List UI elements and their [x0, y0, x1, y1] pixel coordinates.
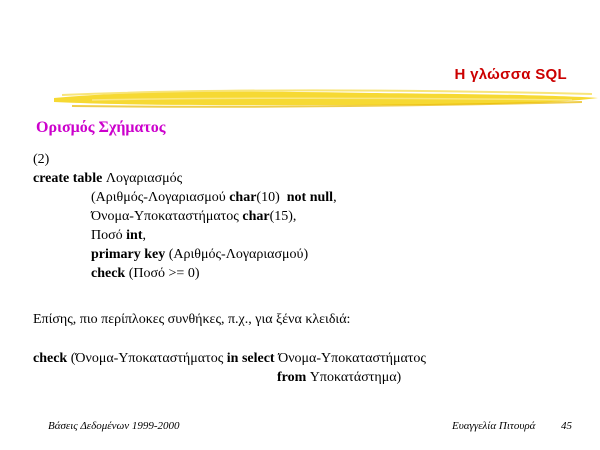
type-keyword: char: [242, 209, 270, 224]
footer-course: Βάσεις Δεδομένων 1999-2000: [48, 420, 180, 432]
primary-key-columns: (Αριθμός-Λογαριασμού): [165, 247, 309, 262]
attribute-name: (Όνομα-Υποκαταστήματος: [67, 351, 227, 366]
also-text: Επίσης, πιο περίπλοκες συνθήκες, π.χ., για ξένα κλειδιά:: [33, 312, 351, 327]
check-condition: (Ποσό >= 0): [125, 266, 200, 281]
column-def-1: [91, 189, 337, 207]
type-size: (15),: [269, 209, 297, 224]
create-table-line: [33, 170, 182, 188]
select-keyword: select: [241, 351, 275, 366]
column-name: Ποσό: [91, 228, 127, 243]
check-keyword: check: [91, 266, 126, 281]
slide-header-title: Η γλώσσα SQL: [454, 66, 567, 83]
section-title: Ορισμός Σχήματος: [36, 119, 166, 136]
check-keyword: check: [33, 351, 68, 366]
example-check-line: [33, 350, 426, 368]
select-attribute: Όνομα-Υποκαταστήματος: [274, 351, 426, 366]
type-keyword: int: [126, 228, 143, 243]
punctuation: ,: [142, 228, 147, 243]
not-null-keyword: not null: [286, 190, 334, 205]
table-name: Λογαριασμός: [105, 171, 183, 186]
highlighter-stroke: [52, 84, 600, 112]
check-line: [91, 265, 200, 283]
page-number: 45: [561, 420, 572, 432]
primary-key-keyword: primary key: [91, 247, 166, 262]
footer-author: Ευαγγελία Πιτουρά: [452, 420, 536, 432]
in-keyword: in: [226, 351, 239, 366]
type-size: (10): [256, 190, 287, 205]
step-number: (2): [33, 152, 50, 167]
create-table-keyword: create table: [33, 171, 103, 186]
primary-key-line: [91, 246, 308, 264]
example-from-line: [277, 369, 401, 387]
punctuation: ,: [333, 190, 337, 205]
column-def-2: [91, 208, 296, 226]
type-keyword: char: [229, 190, 257, 205]
column-name: Όνομα-Υποκαταστήματος: [91, 209, 243, 224]
column-def-3: [91, 227, 146, 245]
from-keyword: from: [277, 370, 307, 385]
column-name: (Αριθμός-Λογαριασμού: [91, 190, 230, 205]
from-table: Υποκατάστημα): [306, 370, 402, 385]
